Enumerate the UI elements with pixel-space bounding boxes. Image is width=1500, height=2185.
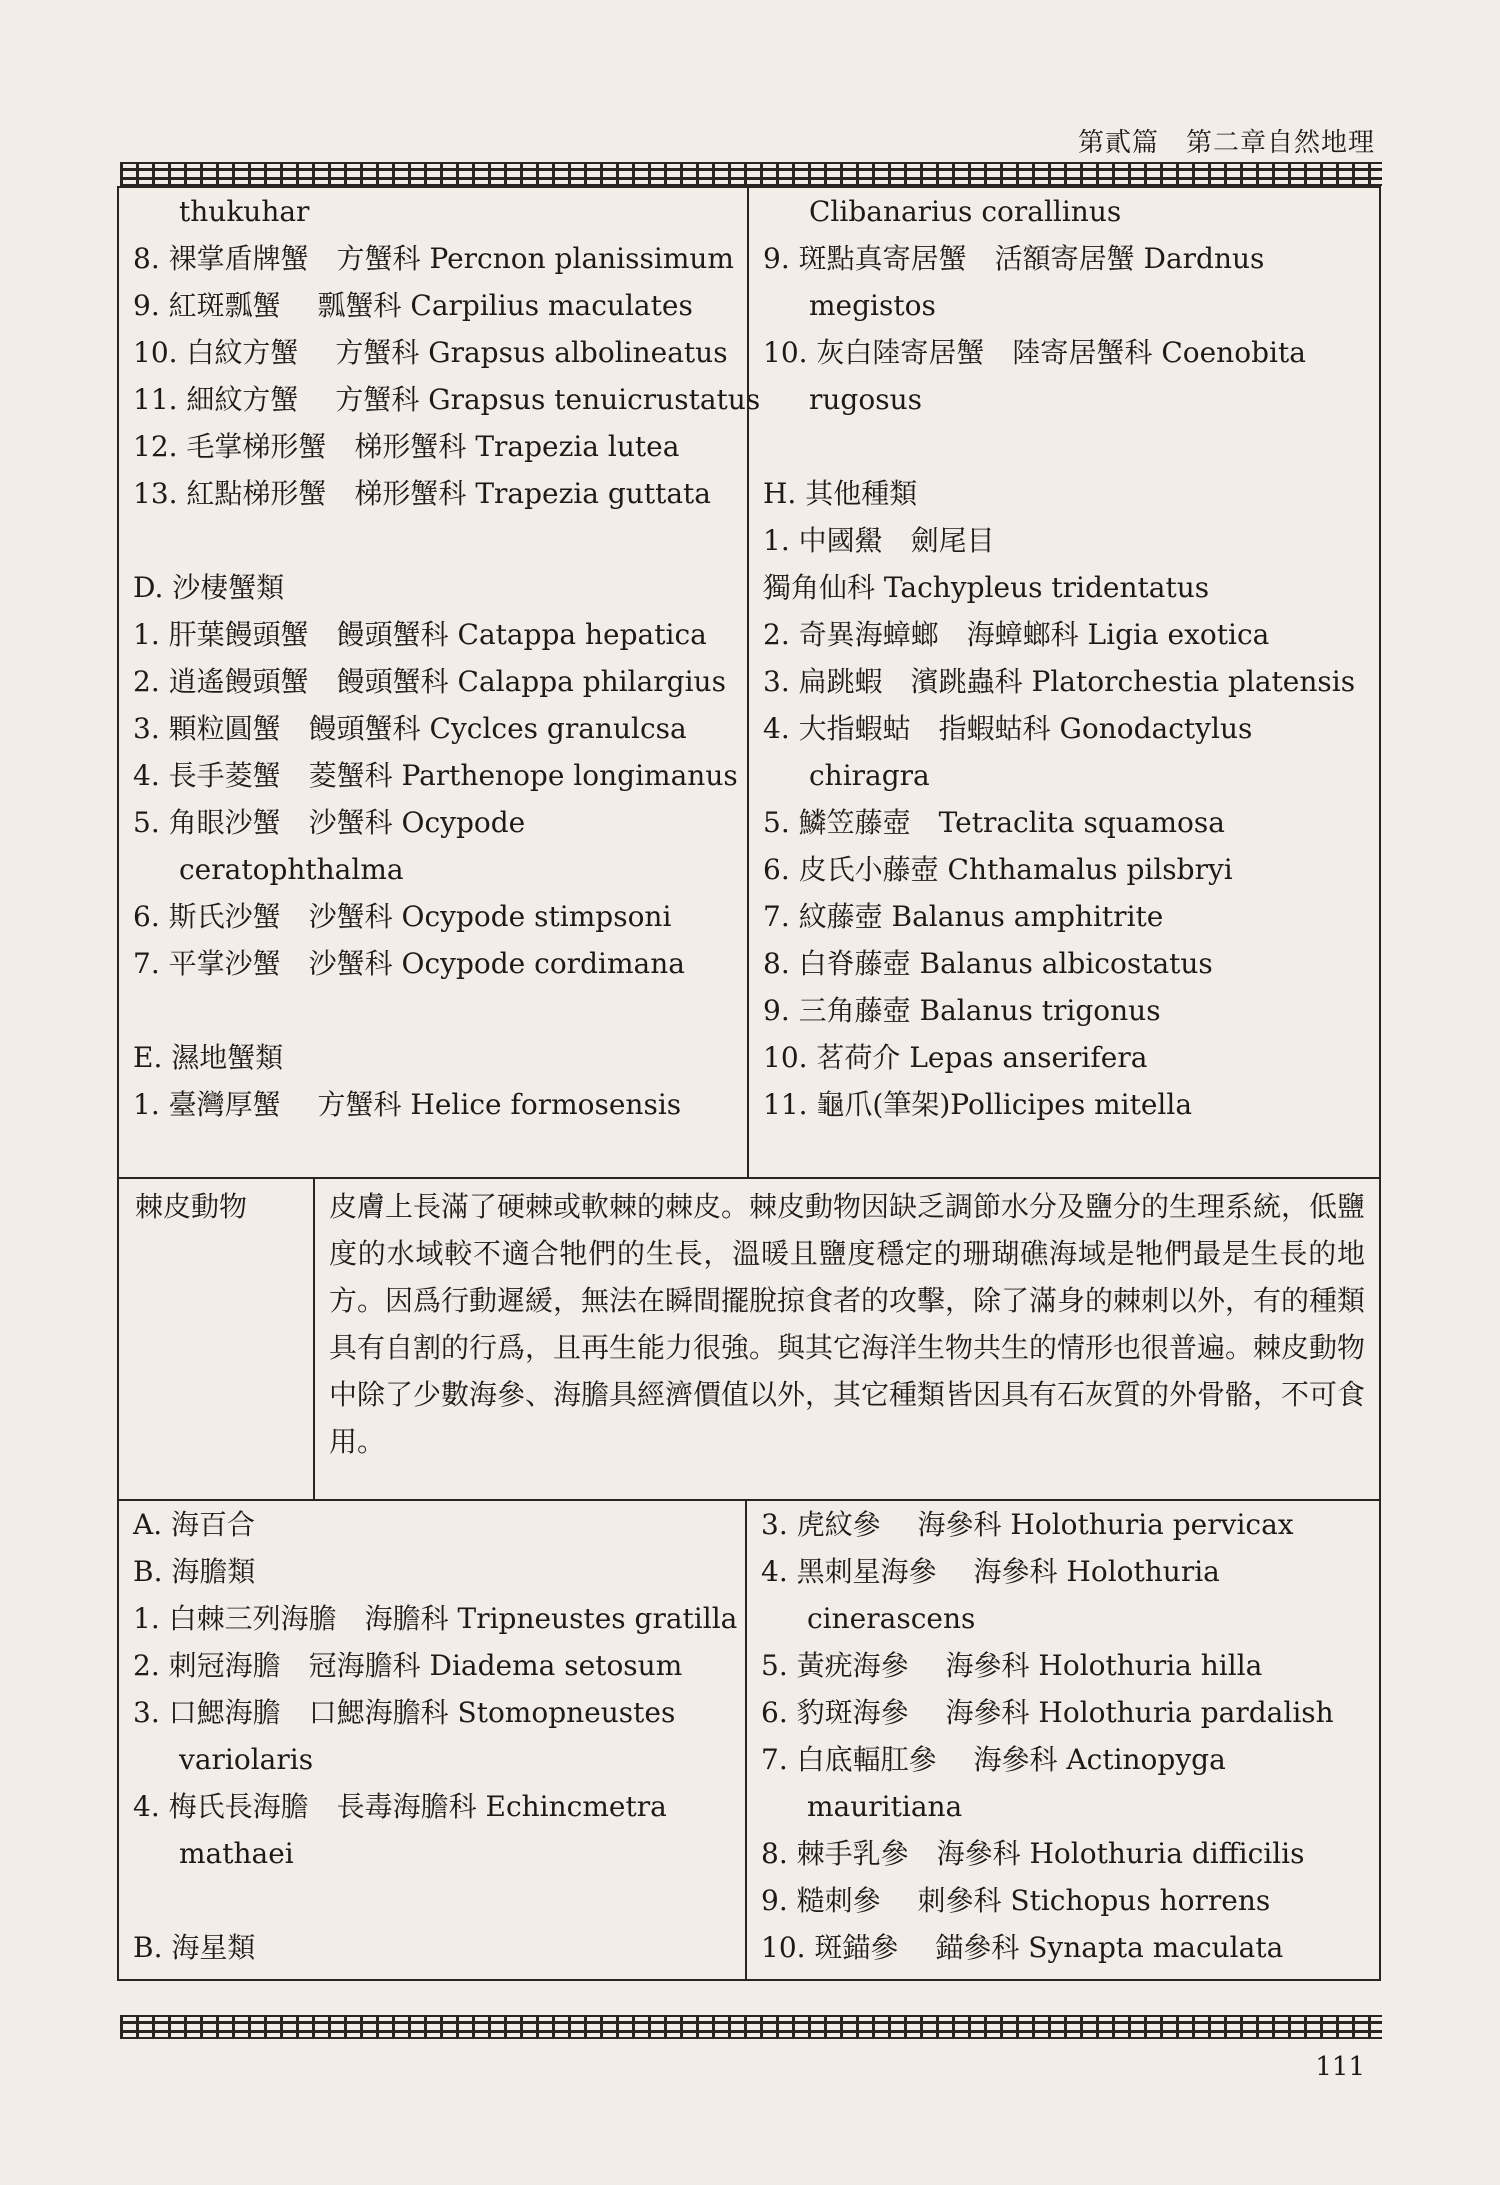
species-entry: 獨角仙科 Tachypleus tridentatus: [763, 571, 1210, 604]
species-entry: 9. 三角藤壺 Balanus trigonus: [763, 994, 1161, 1027]
species-entry: B. 海膽類: [133, 1555, 256, 1588]
species-entry: 4. 黑刺星海參 海參科 Holothuria: [761, 1555, 1220, 1588]
species-entry: 10. 灰白陸寄居蟹 陸寄居蟹科 Coenobita: [763, 336, 1306, 369]
species-entry: 3. 口鰓海膽 口鰓海膽科 Stomopneustes: [133, 1696, 676, 1729]
species-entry: 2. 逍遙饅頭蟹 饅頭蟹科 Calappa philargius: [133, 665, 726, 698]
decorative-border-top: [120, 162, 1382, 186]
species-entry: 2. 奇異海蟑螂 海蟑螂科 Ligia exotica: [763, 618, 1270, 651]
species-entry: 7. 紋藤壺 Balanus amphitrite: [763, 900, 1164, 933]
species-entry: 7. 平掌沙蟹 沙蟹科 Ocypode cordimana: [133, 947, 685, 980]
species-entry: 11. 龜爪(筆架)Pollicipes mitella: [763, 1088, 1193, 1121]
species-entry: 8. 白脊藤壺 Balanus albicostatus: [763, 947, 1213, 980]
species-entry: 6. 斯氏沙蟹 沙蟹科 Ocypode stimpsoni: [133, 900, 672, 933]
species-entry: 1. 臺灣厚蟹 方蟹科 Helice formosensis: [133, 1088, 682, 1121]
spacer: [119, 1877, 745, 1924]
lower-right-column: [745, 1501, 1379, 1979]
species-entry: 12. 毛掌梯形蟹 梯形蟹科 Trapezia lutea: [133, 430, 680, 463]
species-entry: 1. 肝葉饅頭蟹 饅頭蟹科 Catappa hepatica: [133, 618, 707, 651]
species-entry: 10. 茗荷介 Lepas anserifera: [763, 1041, 1148, 1074]
species-entry: A. 海百合: [133, 1508, 256, 1541]
entry-continuation: mauritiana: [807, 1790, 963, 1823]
entry-continuation: ceratophthalma: [179, 853, 404, 886]
species-entry: 3. 虎紋參 海參科 Holothuria pervicax: [761, 1508, 1294, 1541]
entry-continuation: chiragra: [809, 759, 930, 792]
spacer: [119, 987, 747, 1034]
entry-continuation: variolaris: [179, 1743, 314, 1776]
upper-left-column: [119, 188, 761, 1177]
upper-right-column: [747, 188, 1379, 1177]
species-entry: 5. 鱗笠藤壺 Tetraclita squamosa: [763, 806, 1225, 839]
species-entry: 9. 斑點真寄居蟹 活額寄居蟹 Dardnus: [763, 242, 1265, 275]
decorative-border-bottom: [120, 2015, 1382, 2039]
species-entry: 9. 糙刺參 刺參科 Stichopus horrens: [761, 1884, 1271, 1917]
species-entry: 4. 長手菱蟹 菱蟹科 Parthenope longimanus: [133, 759, 738, 792]
species-entry: 1. 白棘三列海膽 海膽科 Tripneustes gratilla: [133, 1602, 738, 1635]
species-entry: H. 其他種類: [763, 477, 918, 510]
entry-continuation: rugosus: [809, 383, 922, 416]
spacer: [749, 423, 1379, 470]
entry-continuation: megistos: [809, 289, 936, 322]
species-entry: 3. 顆粒圓蟹 饅頭蟹科 Cyclces granulcsa: [133, 712, 687, 745]
species-entry: 9. 紅斑瓢蟹 瓢蟹科 Carpilius maculates: [133, 289, 693, 322]
species-entry: D. 沙棲蟹類: [133, 571, 285, 604]
entry-continuation: Clibanarius corallinus: [809, 195, 1122, 228]
species-entry: 1. 中國鱟 劍尾目: [763, 524, 995, 557]
species-entry: 5. 黃疣海參 海參科 Holothuria hilla: [761, 1649, 1263, 1682]
entry-continuation: thukuhar: [179, 195, 310, 228]
crustacean-row: [119, 188, 1379, 1177]
lower-left-column: [119, 1501, 745, 1979]
species-table: [117, 186, 1381, 1981]
echinoderm-description: 皮膚上長滿了硬棘或軟棘的棘皮。棘皮動物因缺乏調節水分及鹽分的生理系統，低鹽度的水域較不適合牠們的生長，溫暖且鹽度穩定的珊瑚礁海域是牠們最是生長的地方。因爲行動遲緩，無法在瞬間擺脫掠食者的攻擊，除了滿身的棘刺以外，有的種類具有自割的行爲，且再生能力很強。與其它海洋生物共生的情形也很普遍。棘皮動物中除了少數海參、海膽具經濟價值以外，其它種類皆因具有石灰質的外骨骼，不可食用。: [329, 1190, 1366, 1458]
entry-continuation: mathaei: [179, 1837, 294, 1870]
species-entry: 6. 豹斑海參 海參科 Holothuria pardalish: [761, 1696, 1334, 1729]
spacer: [119, 517, 747, 564]
species-entry: 4. 大指蝦蛄 指蝦蛄科 Gonodactylus: [763, 712, 1253, 745]
species-entry: 4. 梅氏長海膽 長毒海膽科 Echincmetra: [133, 1790, 667, 1823]
species-entry: 2. 刺冠海膽 冠海膽科 Diadema setosum: [133, 1649, 683, 1682]
echinoderm-label: 棘皮動物: [119, 1179, 315, 1499]
entry-continuation: cinerascens: [807, 1602, 976, 1635]
species-entry: 5. 角眼沙蟹 沙蟹科 Ocypode: [133, 806, 526, 839]
species-entry: E. 濕地蟹類: [133, 1041, 284, 1074]
echinoderm-species-row: [119, 1499, 1379, 1979]
species-entry: 7. 白底輻肛參 海參科 Actinopyga: [761, 1743, 1226, 1776]
species-entry: 6. 皮氏小藤壺 Chthamalus pilsbryi: [763, 853, 1233, 886]
page-header: 第貳篇 第二章自然地理: [1077, 128, 1375, 158]
species-entry: 8. 裸掌盾牌蟹 方蟹科 Percnon planissimum: [133, 242, 734, 275]
species-entry: 8. 棘手乳參 海參科 Holothuria difficilis: [761, 1837, 1305, 1870]
species-entry: 13. 紅點梯形蟹 梯形蟹科 Trapezia guttata: [133, 477, 711, 510]
echinoderm-row: [119, 1177, 1379, 1499]
page-number: 111: [1315, 2052, 1365, 2082]
species-entry: 3. 扁跳蝦 濱跳蟲科 Platorchestia platensis: [763, 665, 1356, 698]
species-entry: 10. 斑錨參 錨參科 Synapta maculata: [761, 1931, 1284, 1964]
species-entry: 11. 細紋方蟹 方蟹科 Grapsus tenuicrustatus: [133, 383, 761, 416]
species-entry: 10. 白紋方蟹 方蟹科 Grapsus albolineatus: [133, 336, 728, 369]
species-entry: B. 海星類: [133, 1931, 256, 1964]
